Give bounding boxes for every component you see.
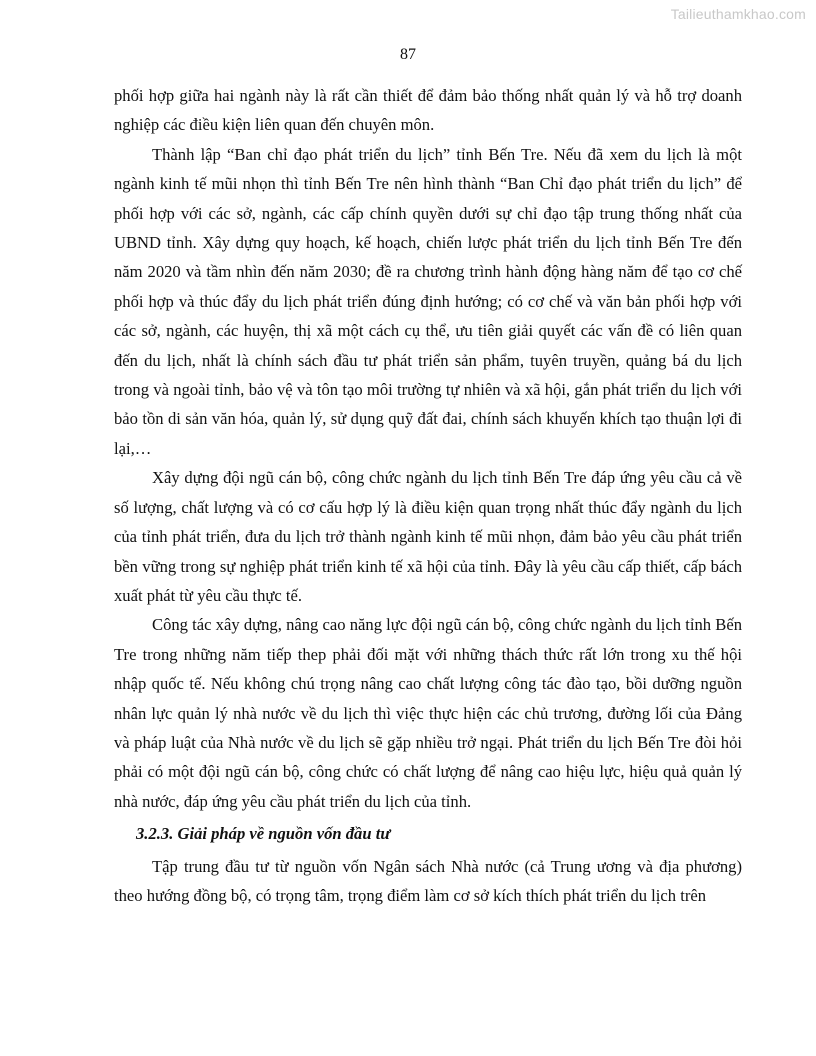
- paragraph: Xây dựng đội ngũ cán bộ, công chức ngành du lịch tỉnh Bến Tre đáp ứng yêu cầu cả về số lượng, chất lượng và có cơ cấu hợp lý là điều kiện quan trọng nhất thúc đẩy ngành du lịch của tỉnh phát triển, đưa du lịch trở thành ngành kinh tế mũi nhọn, đảm bảo yêu cầu phát triển bền vững trong sự nghiệp phát triển kinh tế xã hội của tỉnh. Đây là yêu cầu cấp thiết, cấp bách xuất phát từ yêu cầu thực tế.: [114, 468, 742, 605]
- page-number: 87: [400, 46, 416, 63]
- document-body: [114, 81, 742, 910]
- watermark: Tailieuthamkhao.com: [670, 6, 806, 22]
- paragraph-continuation: phối hợp giữa hai ngành này là rất cần thiết để đảm bảo thống nhất quản lý và hỗ trợ doanh nghiệp các điều kiện liên quan đến chuyên môn.: [114, 86, 742, 135]
- paragraph: Tập trung đầu tư từ nguồn vốn Ngân sách Nhà nước (cả Trung ương và địa phương) theo hướng đồng bộ, có trọng tâm, trọng điểm làm cơ sở kích thích phát triển du lịch trên: [114, 856, 742, 905]
- section-heading: 3.2.3. Giải pháp về nguồn vốn đầu tư: [136, 824, 391, 844]
- paragraph: Thành lập “Ban chỉ đạo phát triển du lịch” tỉnh Bến Tre. Nếu đã xem du lịch là một ngành kinh tế mũi nhọn thì tỉnh Bến Tre nên hình thành “Ban Chỉ đạo phát triển du lịch” để phối hợp với các sở, ngành, các cấp chính quyền dưới sự chỉ đạo tập trung thống nhất của UBND tỉnh. Xây dựng quy hoạch, kế hoạch, chiến lược phát triển du lịch tỉnh Bến Tre đến năm 2020 và tầm nhìn đến năm 2030; đề ra chương trình hành động hàng năm để tạo cơ chế phối hợp và thúc đẩy du lịch phát triển đúng định hướng; có cơ chế và văn bản phối hợp với các sở, ngành, các huyện, thị xã một cách cụ thể, ưu tiên giải quyết các vấn đề có liên quan đến du lịch, nhất là chính sách đầu tư phát triển sản phẩm, tuyên truyền, quảng bá du lịch trong và ngoài tỉnh, bảo vệ và tôn tạo môi trường tự nhiên và xã hội, gắn phát triển du lịch với bảo tồn di sản văn hóa, quản lý, sử dụng quỹ đất đai, chính sách khuyến khích tạo thuận lợi đi lại,…: [114, 144, 742, 458]
- paragraph: Công tác xây dựng, nâng cao năng lực đội ngũ cán bộ, công chức ngành du lịch tỉnh Bến Tre trong những năm tiếp thep phải đối mặt với những thách thức rất lớn trong xu thế hội nhập quốc tế. Nếu không chú trọng nâng cao chất lượng công tác đào tạo, bồi dưỡng nguồn nhân lực quản lý nhà nước về du lịch thì việc thực hiện các chủ trương, đường lối của Đảng và pháp luật của Nhà nước về du lịch sẽ gặp nhiều trở ngại. Phát triển du lịch Bến Tre đòi hỏi phải có một đội ngũ cán bộ, công chức có chất lượng để nâng cao hiệu lực, hiệu quả quản lý nhà nước, đáp ứng yêu cầu phát triển du lịch của tỉnh.: [114, 615, 742, 811]
